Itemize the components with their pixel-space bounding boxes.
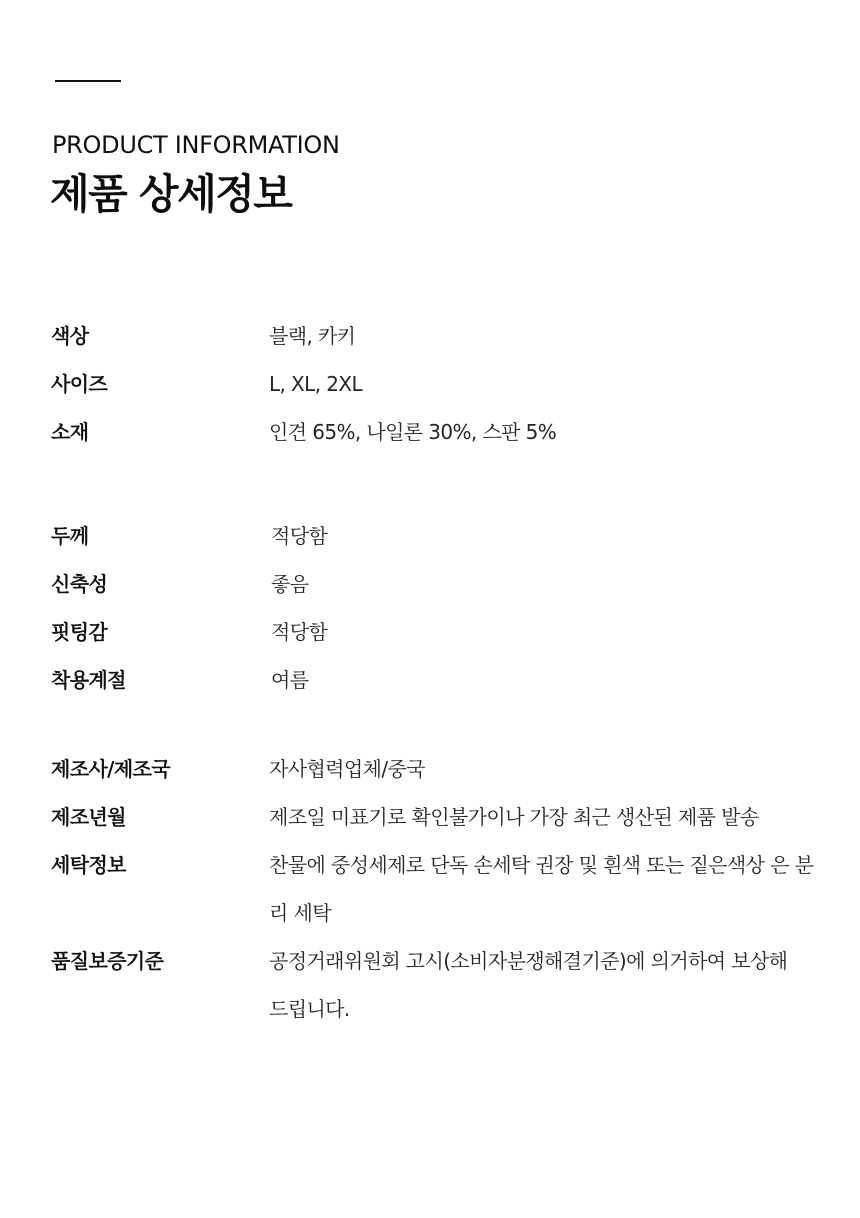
- spec-group-info: [0, 752, 860, 1040]
- spec-value: 적당함: [271, 620, 328, 644]
- spec-label: 착용계절: [51, 668, 126, 692]
- spec-row-season: [0, 663, 860, 711]
- spec-value: 인견 65%, 나일론 30%, 스판 5%: [269, 420, 557, 444]
- spec-label: 신축성: [51, 572, 108, 596]
- spec-group-basic: [0, 319, 860, 463]
- spec-label: 세탁정보: [51, 853, 126, 877]
- spec-label: 핏팅감: [51, 620, 108, 644]
- spec-row-material: [0, 415, 860, 463]
- header-divider: [55, 80, 121, 82]
- spec-label: 소재: [51, 420, 89, 444]
- spec-row-washing: [0, 848, 860, 944]
- spec-label: 사이즈: [51, 372, 108, 396]
- spec-group-feel: [0, 519, 860, 711]
- spec-value: 제조일 미표기로 확인불가이나 가장 최근 생산된 제품 발송: [269, 805, 759, 829]
- spec-value: 적당함: [271, 524, 328, 548]
- spec-row-manufacturer: [0, 752, 860, 800]
- spec-label: 제조년월: [51, 805, 126, 829]
- page-title: 제품 상세정보: [50, 170, 292, 218]
- spec-row-color: [0, 319, 860, 367]
- spec-row-thickness: [0, 519, 860, 567]
- spec-row-warranty: [0, 944, 860, 1040]
- spec-label: 제조사/제조국: [51, 757, 171, 781]
- spec-label: 색상: [51, 324, 89, 348]
- spec-value: L, XL, 2XL: [269, 372, 362, 396]
- spec-row-size: [0, 367, 860, 415]
- section-eyebrow: PRODUCT INFORMATION: [52, 131, 340, 159]
- spec-value: 찬물에 중성세제로 단독 손세탁 권장 및 흰색 또는 짙은색상 은 분리 세탁: [269, 853, 814, 925]
- spec-value: 여름: [271, 668, 309, 692]
- spec-value: 공정거래위원회 고시(소비자분쟁해결기준)에 의거하여 보상해 드립니다.: [269, 949, 788, 1021]
- spec-row-elasticity: [0, 567, 860, 615]
- spec-label: 두께: [51, 524, 89, 548]
- spec-value: 자사협력업체/중국: [269, 757, 425, 781]
- spec-value: 좋음: [271, 572, 309, 596]
- spec-label: 품질보증기준: [51, 949, 164, 973]
- spec-value: 블랙, 카키: [269, 324, 356, 348]
- spec-row-fit: [0, 615, 860, 663]
